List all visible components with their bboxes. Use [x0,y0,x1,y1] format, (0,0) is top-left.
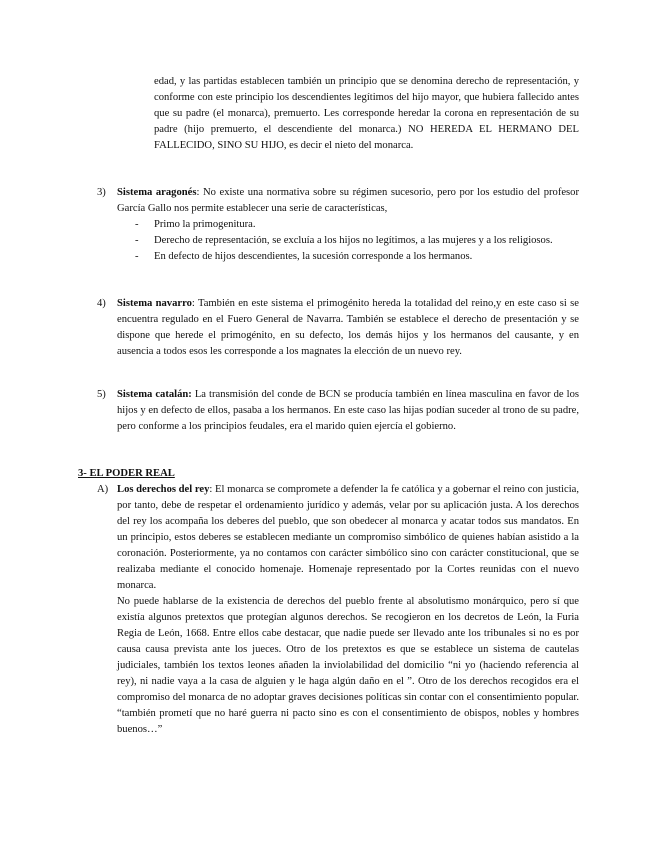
dash-marker: - [135,251,139,262]
aragones-bullet-list [135,217,579,265]
navarro-text: : También en este sistema el primogénito hereda la totalidad del reino,y en este caso si se encuentra regulado en el Fuero General de Navarra. También se establece el derecho de presentación y se dispone que herede el primogénito, en su defecto, los demás hijos y los hermanos del causante, y en ausencia a todos esos les corresponde a los magnates la elección de un nuevo rey. [117,298,580,357]
subsection-letter: A) [97,484,109,495]
list-item: - Derecho de representación, se excluía a los hijos no legítimos, a las mujeres y a los religiosos. [154,233,579,249]
navarro-paragraph [117,296,579,360]
derechos-text: : El monarca se compromete a defender la fe católica y a gobernar el reino con justicia, por tanto, debe de respetar el ordenamiento jurídico y además, velar por su aplicación justa. A los derechos del rey los acompaña los deberes del pueblo, que son obedecer al monarca y acatar todos sus mandatos. En un principio, estos deberes se establecen mediante un compromiso simbólico de quienes habían asistido a la coronación. Posteriormente, ya no contamos con carácter simbólico sino con carácter constitucional, que se realizaba mediante el conocido homenaje. Homenaje representado por la Cortes reunidas con el nuevo monarca. [117,484,580,591]
dash-marker: - [135,219,139,230]
derechos-label: Los derechos del rey [117,484,210,495]
aragones-label: Sistema aragonés [117,187,197,198]
list-item: - Primo la primogenitura. [154,217,579,233]
section-heading: 3- EL PODER REAL [78,468,175,479]
derechos-paragraph-1 [117,482,579,594]
intro-paragraph: edad, y las partidas establecen también un principio que se denomina derecho de representación, y conforme con este principio los descendientes legítimos del hijo mayor, que hubiera fallecido antes que su padre (el monarca), premuerto. Les corresponde heredar la corona en representación de su padre (hijo premuerto, el descendiente del monarca.) NO HEREDA EL HERMANO DEL FALLECIDO, SINO SU HIJO, es decir el nieto del monarca. [154,76,579,151]
aragones-text: : No existe una normativa sobre su régimen sucesorio, pero por los estudio del profesor García Gallo nos permite establecer una serie de características, [117,187,579,214]
catalan-paragraph [117,387,579,435]
derechos-block [117,482,579,738]
catalan-label: Sistema catalán: [117,389,192,400]
dash-marker: - [135,235,139,246]
navarro-label: Sistema navarro [117,298,192,309]
item-number-5: 5) [97,389,106,400]
item-number-3: 3) [97,187,106,198]
list-item: - En defecto de hijos descendientes, la sucesión corresponde a los hermanos. [154,249,579,265]
aragones-paragraph [117,185,579,217]
catalan-text: La transmisión del conde de BCN se producía también en línea masculina en favor de los hijos y en defecto de ellos, pasaba a los hermanos. En este caso las hijas podían suceder al trono de su padre, pero conforme a los principios feudales, era el marido quien ejercía el gobierno. [117,389,579,432]
item-number-4: 4) [97,298,106,309]
derechos-paragraph-2: No puede hablarse de la existencia de derechos del pueblo frente al absolutismo monárquico, pero sí que existía algunos pretextos que protegían algunos derechos. Se recogieron en los decretos de León, la Furia Regia de León, 1668. Entre ellos cabe destacar, que nadie puede ser llevado ante los tribunales si no es por causa causa prevista ante los jueces. Otro de los pretextos es que se establece un sistema de cautelas judiciales, también los textos leones añaden la inviolabilidad del domicilio “ni yo (haciendo referencia al rey), ni nadie vaya a la casa de alguien y le haga algún daño en el ”. Otro de los derechos recogidos era el compromiso del monarca de no adoptar graves decisiones políticas sin contar con el consentimiento popular. “también prometí que no haré guerra ni pacto sino es con el consentimiento de obispos, nobles y hombres buenos…” [117,596,579,735]
